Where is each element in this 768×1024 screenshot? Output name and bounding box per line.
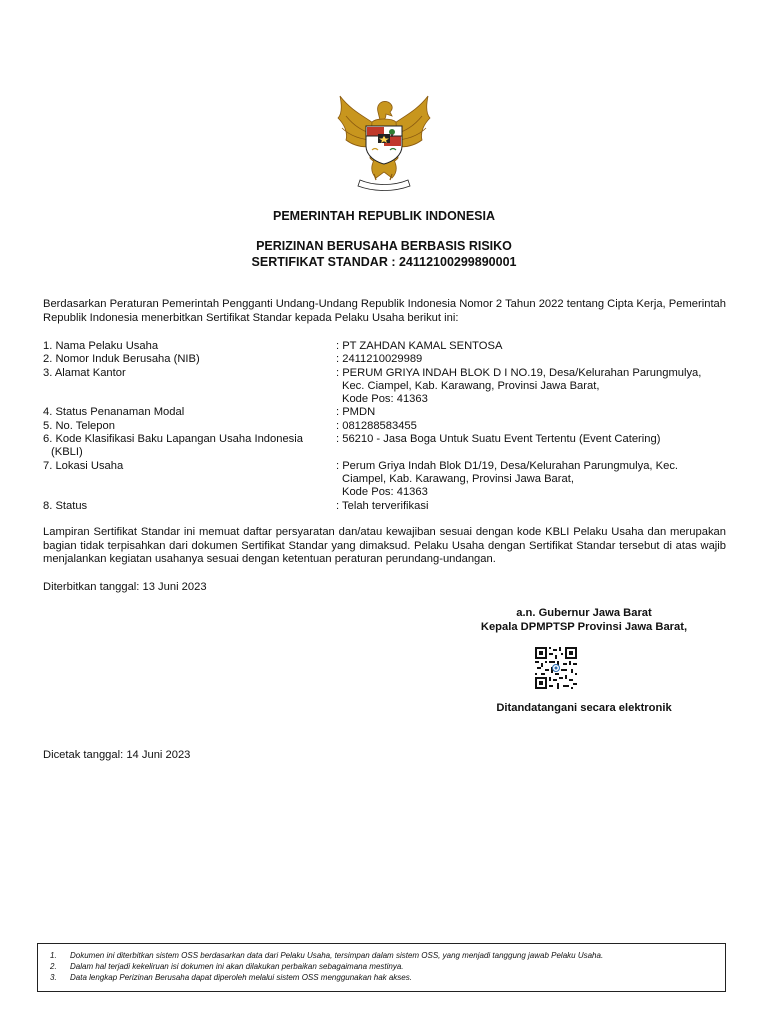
footnote-item: 2. Dalam hal terjadi kekeliruan isi dokumen ini akan dilakukan perbaikan sebagaimana mestinya. (50, 962, 404, 972)
field-value: : PT ZAHDAN KAMAL SENTOSA (336, 340, 503, 352)
field-value: : PERUM GRIYA INDAH BLOK D I NO.19, Desa/Kelurahan Parungmulya, Kec. Ciampel, Kab. Karawang, Provinsi Jawa Barat, Kode Pos: 41363 (336, 366, 702, 406)
electronic-signature-note: Ditandatangani secara elektronik (496, 702, 672, 714)
field-label: 4. Status Penanaman Modal (43, 406, 185, 419)
certificate-heading (0, 238, 768, 270)
issued-date: Diterbitkan tanggal: 13 Juni 2023 (43, 581, 207, 593)
field-row (43, 500, 733, 513)
field-row (43, 406, 733, 419)
field-label: 8. Status (43, 499, 88, 512)
field-row (43, 460, 733, 500)
government-heading: PEMERINTAH REPUBLIK INDONESIA (272, 209, 495, 223)
field-label: 3. Alamat Kantor (43, 366, 126, 379)
printed-date: Dicetak tanggal: 14 Juni 2023 (43, 749, 191, 761)
field-value: : Perum Griya Indah Blok D1/19, Desa/Kelurahan Parungmulya, Kec. Ciampel, Kab. Karawang, Provinsi Jawa Barat, Kode Pos: 41363 (336, 459, 679, 499)
field-label: 5. No. Telepon (43, 419, 115, 432)
field-label: 2. Nomor Induk Berusaha (NIB) (43, 353, 200, 366)
field-row (43, 353, 733, 366)
garuda-pancasila-emblem-icon (330, 88, 438, 192)
business-fields (43, 340, 733, 513)
footnote-item: 3. Data lengkap Perizinan Berusaha dapat diperoleh melalui sistem OSS menggunakan hak akses. (50, 973, 412, 983)
field-label: 6. Kode Klasifikasi Baku Lapangan Usaha Indonesia (KBLI) (43, 433, 303, 459)
footnote-item: 1. Dokumen ini diterbitkan sistem OSS berdasarkan data dari Pelaku Usaha, tersimpan dalam sistem OSS, yang menjadi tanggung jawab Pelaku Usaha. (50, 951, 604, 960)
field-row (43, 433, 733, 460)
footnotes-box (37, 943, 726, 992)
field-row (43, 420, 733, 433)
field-label: 1. Nama Pelaku Usaha (43, 340, 159, 352)
field-value: : 2411210029989 (336, 353, 423, 366)
field-value: : 56210 - Jasa Boga Untuk Suatu Event Tertentu (Event Catering) (336, 433, 661, 446)
certificate-number: SERTIFIKAT STANDAR : 24112100299890001 (251, 255, 517, 269)
permit-title: PERIZINAN BERUSAHA BERBASIS RISIKO (256, 239, 512, 253)
field-value: : PMDN (336, 406, 376, 419)
field-row (43, 340, 733, 353)
field-label: 7. Lokasi Usaha (43, 459, 124, 472)
intro-paragraph: Berdasarkan Peraturan Pemerintah Pengganti Undang-Undang Republik Indonesia Nomor 2 Tahun 2022 tentang Cipta Kerja, Pemerintah Republik Indonesia menerbitkan Sertifikat Standar kepada Pelaku Usaha berikut ini: (43, 298, 726, 324)
qr-code-icon (534, 646, 578, 690)
signatory-line-1: a.n. Gubernur Jawa Barat (516, 607, 652, 619)
field-value: : 081288583455 (336, 419, 417, 432)
field-value: : Telah terverifikasi (336, 499, 429, 512)
lampiran-paragraph: Lampiran Sertifikat Standar ini memuat daftar persyaratan dan/atau kewajiban sesuai dengan kode KBLI Pelaku Usaha dan merupakan bagian tidak terpisahkan dari dokumen Sertifikat Standar yang dimaksud. Pelaku Usaha dengan Sertifikat Standar tersebut di atas wajib menjalankan kegiatan usahanya sesuai dengan ketentuan peraturan perundang-undangan. (43, 526, 726, 566)
field-row (43, 367, 733, 407)
signatory-line-2: Kepala DPMPTSP Provinsi Jawa Barat, (480, 621, 688, 633)
